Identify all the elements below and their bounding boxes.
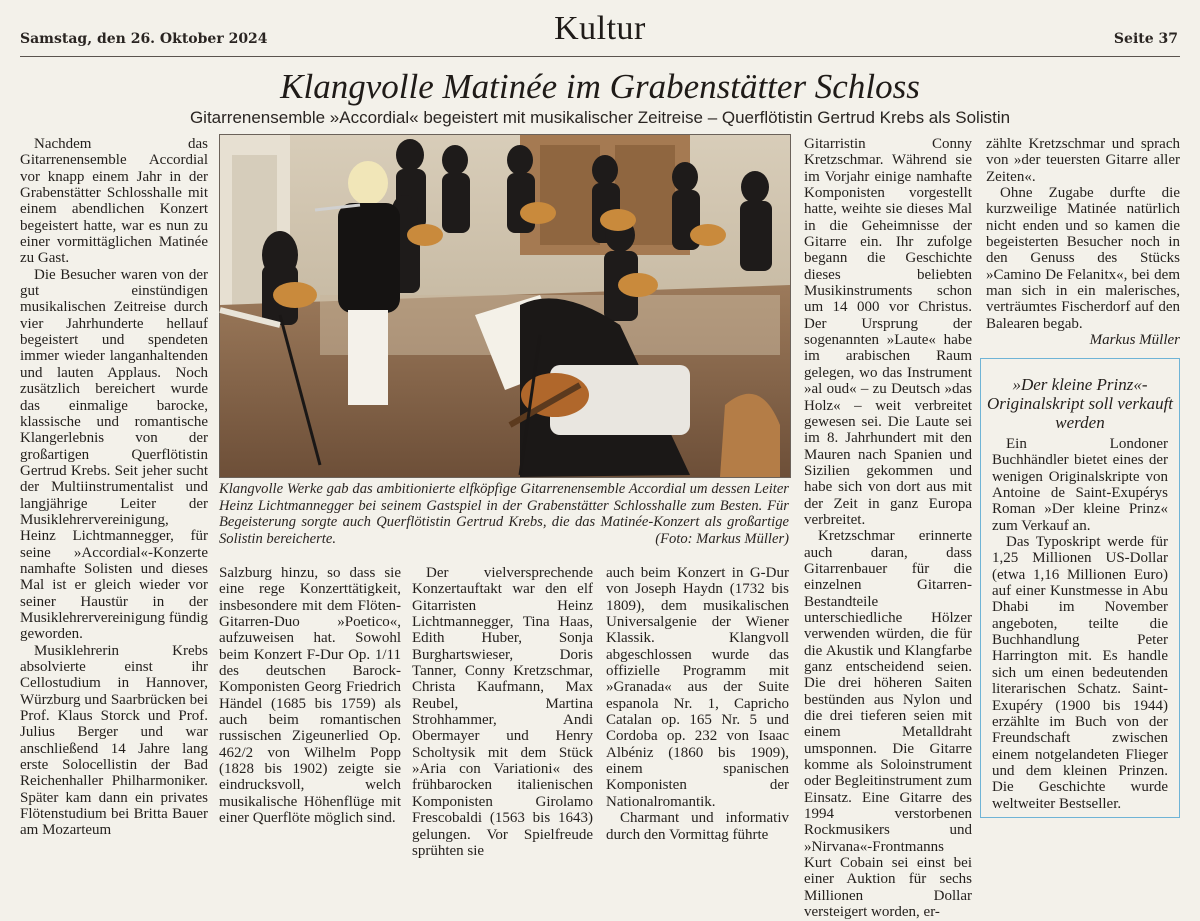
sidebar-headline: »Der kleine Prinz«-Originalskript soll verkauft werden <box>986 375 1174 432</box>
ensemble-photo-illustration <box>220 135 790 477</box>
paragraph: auch beim Konzert in G-Dur von Joseph Haydn (1732 bis 1809), dem musikalischen Universalgenie der Wiener Klassik. Klangvoll abgeschlossen wurde das offizielle Programm mit »Granada« aus der Suite espanola Nr. 1, Capricho Catalan op. 165 Nr. 5 und Cordoba op. 232 von Isaac Albéniz (1860 bis 1909), einem spanischen Komponisten der Nationalromantik. <box>606 565 789 810</box>
issue-date: Samstag, den 26. Oktober 2024 <box>20 31 268 47</box>
paragraph: Der vielversprechende Konzertauftakt war den elf Gitarristen Heinz Lichtmannegger, Tina Haas, Edith Huber, Sonja Burghartswieser, Doris Tanner, Conny Kretzschmar, Christa Kaufmann, Max Reubel, Martina Strohhammer, Andi Obermayer und Henry Scholtysik mit dem Stück »Aria con Variationi« des frühbarocken italienischen Komponisten Girolamo Frescobaldi (1563 bis 1643) gelungen. Vor Spielfreude sprühten sie <box>412 565 593 859</box>
author-byline: Markus Müller <box>1089 332 1180 349</box>
paragraph: zählte Kretzschmar und sprach von »der teuersten Gitarre aller Zeiten«. <box>986 136 1180 185</box>
header-rule <box>20 56 1180 57</box>
photo-caption <box>219 481 789 547</box>
paragraph: Salzburg hinzu, so dass sie eine rege Konzerttätigkeit, insbesondere mit dem Flöten-Gitarren-Duo »Poetico«, aufzuweisen hat. Sowohl beim Konzert F-Dur Op. 1/11 des deutschen Barock-Komponisten Georg Friedrich Händel (1685 bis 1759) als auch beim romantischen russischen Zigeunerlied Op. 462/2 von Wilhelm Popp (1828 bis 1902) zeigte sie eindrucksvoll, welch musikalische Höhenflüge mit einer Querflöte möglich sind. <box>219 565 401 827</box>
photo-credit: (Foto: Markus Müller) <box>655 530 789 547</box>
article-photo <box>219 134 791 478</box>
article-column-5 <box>804 136 972 921</box>
paragraph: Charmant und informativ durch den Vormittag führte <box>606 810 789 843</box>
article-column-6 <box>986 136 1180 354</box>
paragraph: Musiklehrerin Krebs absolvierte einst ihr Cellostudium in Hannover, Würzburg und Saarbrücken bei Prof. Klaus Storck und Prof. Julius Berger und war anschließend 14 Jahre lang erste Solocellistin der Bad Reichenhaller Philharmoniker. Später kam dann ein privates Flötenstudium bei Britta Bauer am Mozarteum <box>20 642 208 839</box>
section-title: Kultur <box>554 10 646 47</box>
article-column-1 <box>20 136 208 839</box>
paragraph: Ein Londoner Buchhändler bietet eines der wenigen Originalskripte von Antoine de Saint-Exupérys Roman »Der kleine Prinz« zum Verkauf an. <box>992 436 1168 534</box>
caption-text: Klangvolle Werke gab das ambitionierte elfköpfige Gitarrenensemble Accordial um dessen Leiter Heinz Lichtmannegger bei seinem Gastspiel in der Grabenstätter Schlosshalle zum Besten. Für Begeisterung sorgte auch Querflötistin Gertrud Krebs, die das Matinée-Konzert als großartige Solistin bereicherte. <box>219 481 789 547</box>
paragraph: Die Besucher waren von der gut einstündigen musikalischen Zeitreise durch vier Jahrhunderte hellauf begeistert und spendeten immer wieder langanhaltenden und lauten Applaus. Noch zusätzlich bereichert wurde das einmalige barocke, klassische und romantische Klangerlebnis von der großartigen Querflötistin Gertrud Krebs. Seit jeher sucht der Multiinstrumentalist und langjährige Leiter der Musiklehrervereinigung, Heinz Lichtmannegger, für seine »Accordial«-Konzerte namhafte Solisten und dieses Mal ist er gleich wieder vor seiner Haustür in der Musiklehrervereinigung fündig geworden. <box>20 266 208 643</box>
article-column-2 <box>219 565 401 827</box>
article-headline: Klangvolle Matinée im Grabenstätter Schloss <box>280 67 920 106</box>
article-column-3 <box>412 565 593 859</box>
page-number: Seite 37 <box>1113 31 1178 47</box>
article-subhead: Gitarrenensemble »Accordial« begeistert mit musikalischer Zeitreise – Querflötistin Gertrud Krebs als Solistin <box>189 108 1011 127</box>
paragraph: Das Typoskript werde für 1,25 Millionen US-Dollar (etwa 1,16 Millionen Euro) auf einer Kunstmesse in Abu Dhabi im November angeboten, teilte die Buchhandlung Peter Harrington mit. Es handle sich um einen bedeutenden literarischen Schatz. Saint-Exupéry (1900 bis 1944) erzählte im Buch von der Freundschaft zwischen einem notgelandeten Flieger und dem kleinen Prinzen. Die Geschichte wurde weltweiter Bestseller. <box>992 534 1168 812</box>
sidebar-body <box>992 436 1168 812</box>
paragraph: Ohne Zugabe durfte die kurzweilige Matinée natürlich nicht enden und so kamen die begeisterten Besucher noch in den Genuss des Stücks »Camino De Felanitx«, bei dem man sich in ein malerisches, verträumtes Fischerdorf auf den Balearen begab. <box>986 185 1180 332</box>
paragraph: Gitarristin Conny Kretzschmar. Während sie im Vorjahr einige namhafte Komponisten vorgestellt hatte, weihte sie dieses Mal in die Geheimnisse der Gitarre ein. Ihr zufolge begann die Geschichte dieses beliebten Musikinstruments schon um 14 000 vor Christus. Der Ursprung der sogenannten »Laute« habe im arabischen Raum gelegen, wo das Instrument »al oud« – zu Deutsch »das Holz« – weit verbreitet gewesen sei. Die Laute sei im 8. Jahrhundert mit den Mauren nach Spanien und Sizilien gekommen und habe sich von dort aus mit der Zeit in ganz Europa verbreitet. <box>804 136 972 528</box>
paragraph: Kretzschmar erinnerte auch daran, dass Gitarrenbauer für die einzelnen Gitarren-Bestandteile unterschiedliche Hölzer verwenden würden, die für die Akustik und Klangfarbe ganz entscheidend seien. Die drei höheren Saiten bestünden aus Nylon und die drei tieferen seien mit einem Metalldraht umsponnen. Die Gitarre komme als Soloinstrument oder Begleitinstrument zum Einsatz. Eine Gitarre des 1994 verstorbenen Rockmusikers und »Nirvana«-Frontmanns Kurt Cobain sei einst bei einer Auktion für sechs Millionen Dollar versteigert worden, er- <box>804 528 972 921</box>
paragraph: Nachdem das Gitarrenensemble Accordial vor knapp einem Jahr in der Grabenstätter Schlosshalle mit einem abendlichen Konzert begeistert hatte, war es nun zu einer vormittäglichen Matinée zu Gast. <box>20 136 208 267</box>
article-column-4 <box>606 565 789 843</box>
